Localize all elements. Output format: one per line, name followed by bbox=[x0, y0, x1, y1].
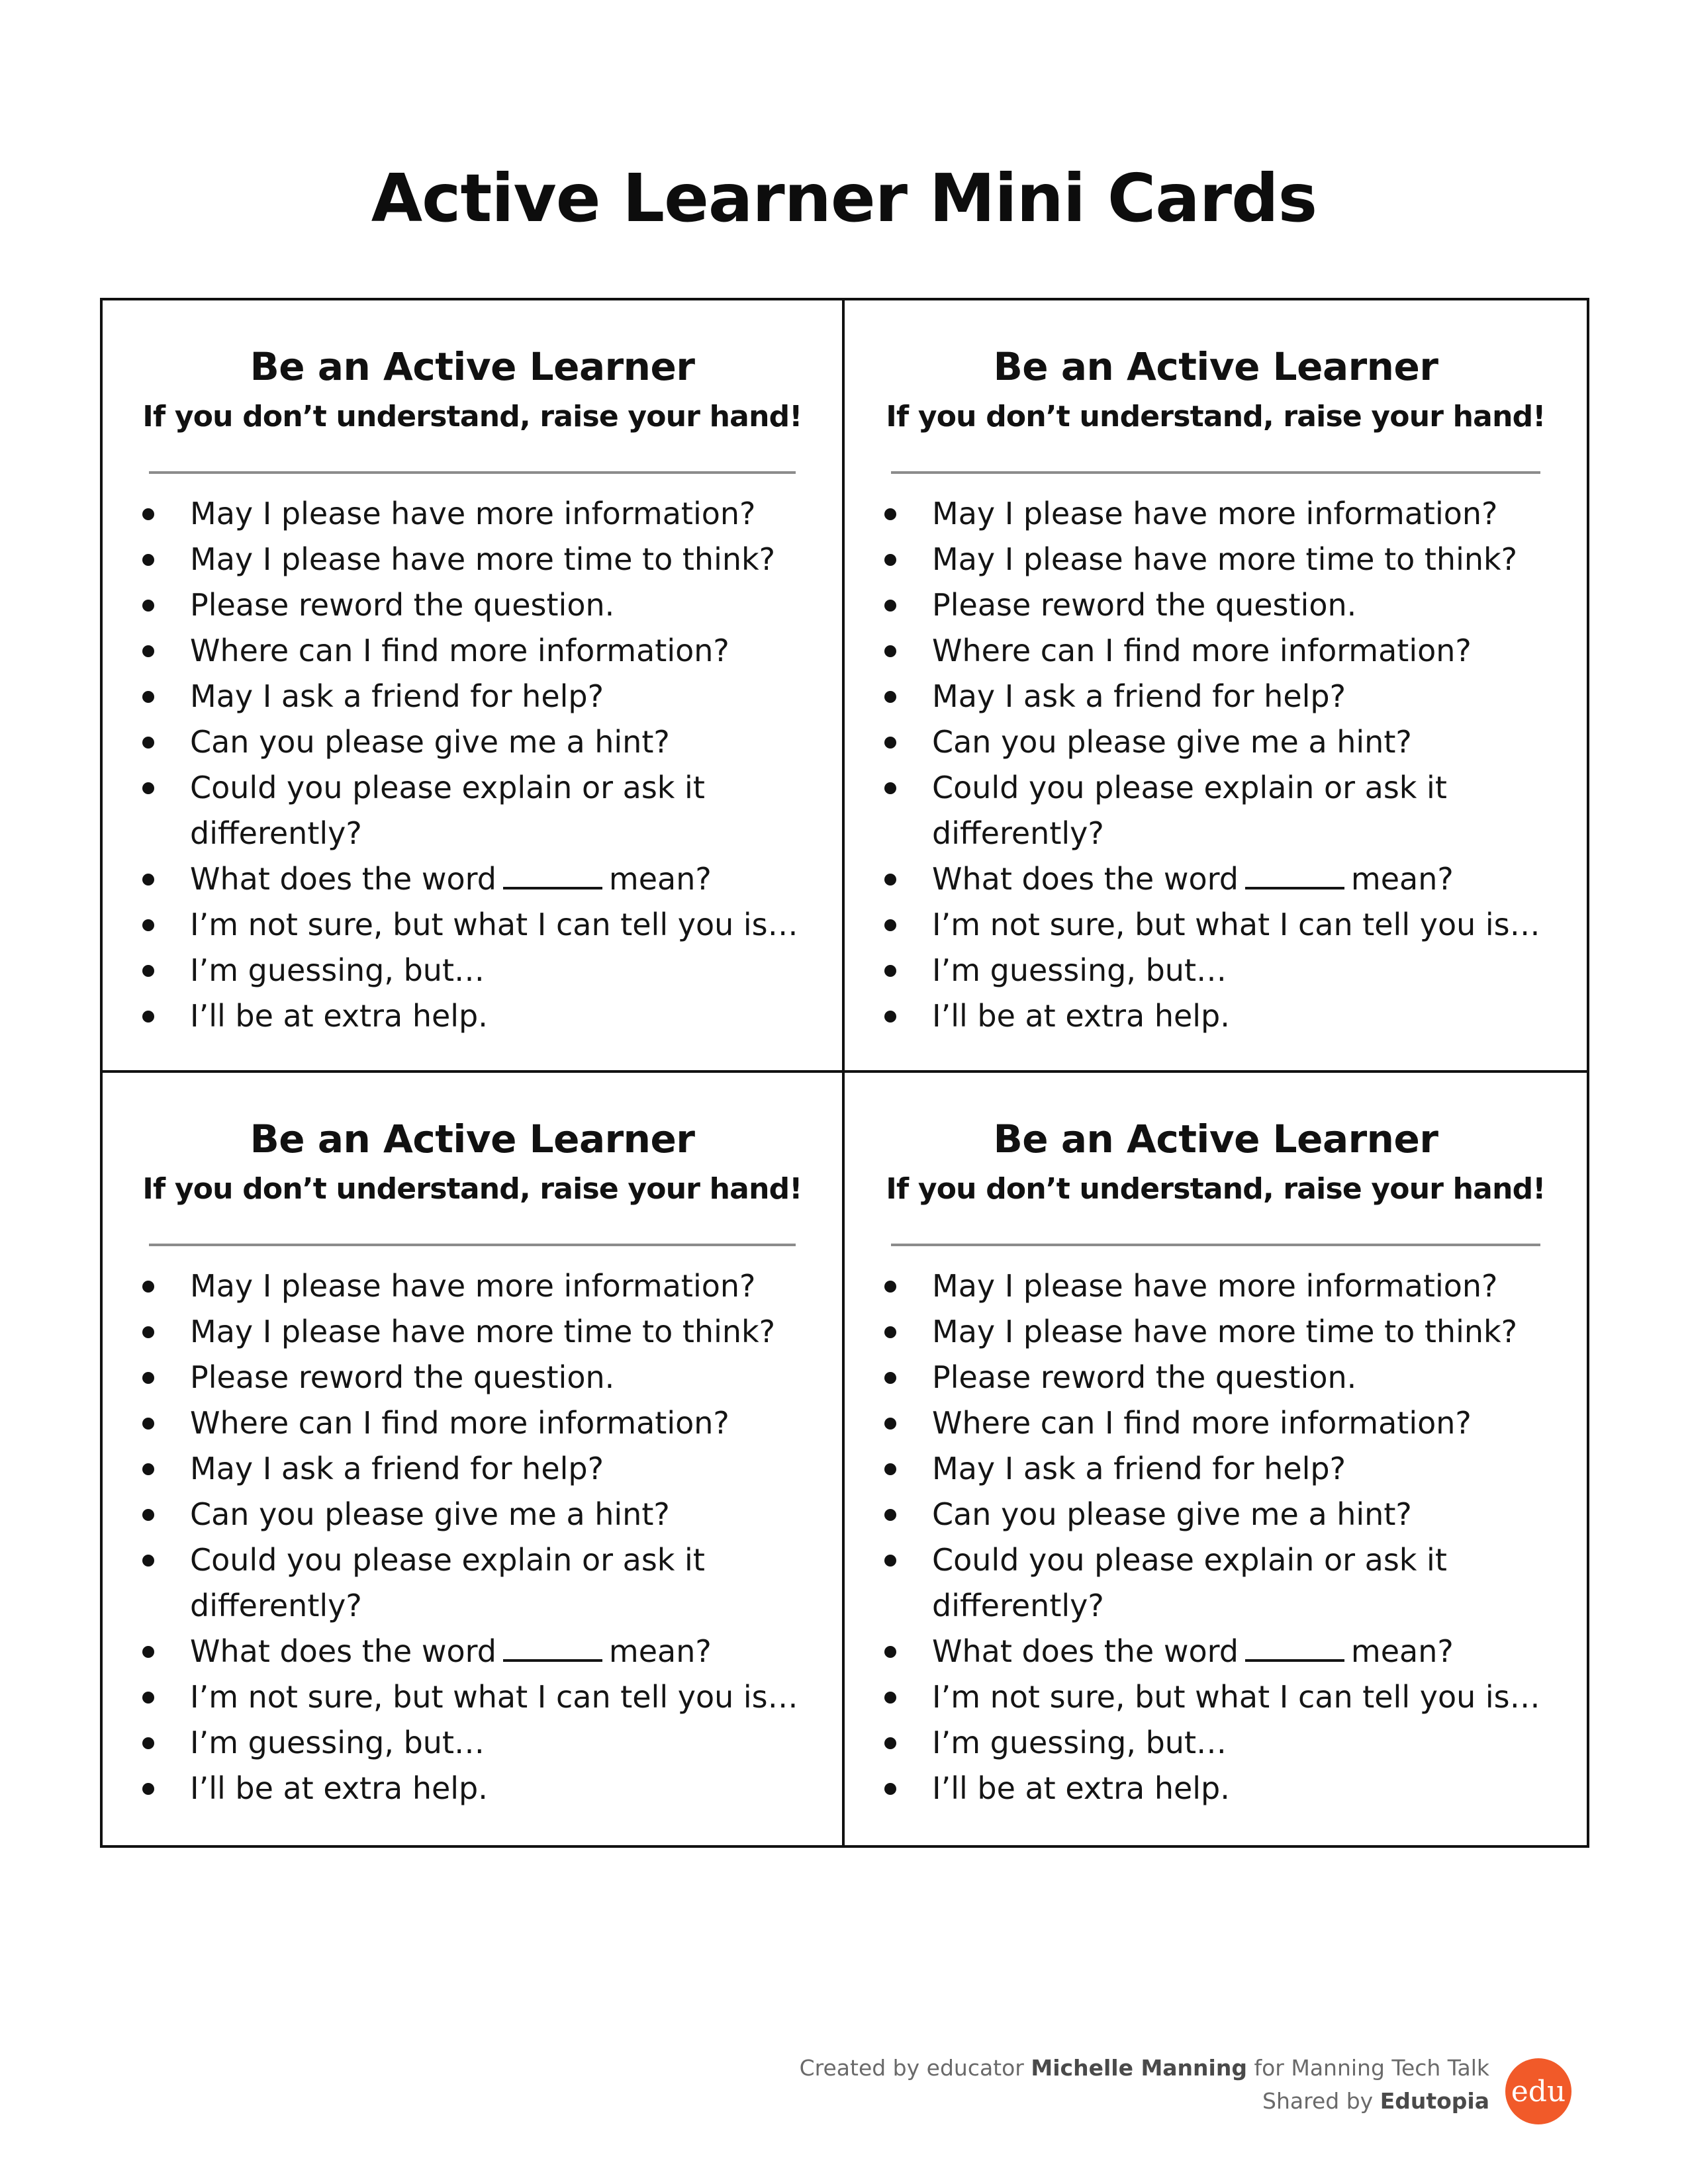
bullet-icon bbox=[884, 1011, 896, 1023]
card-divider bbox=[891, 471, 1540, 474]
fill-in-blank bbox=[1245, 860, 1344, 889]
list-item: What does the word mean? bbox=[103, 1629, 825, 1674]
footer-credits bbox=[800, 2052, 1489, 2118]
list-item: What does the word mean? bbox=[845, 856, 1567, 902]
list-item: I’m not sure, but what I can tell you is… bbox=[845, 902, 1567, 948]
bullet-icon bbox=[884, 1326, 896, 1338]
list-item: I’m not sure, but what I can tell you is… bbox=[103, 902, 825, 948]
bullet-icon bbox=[884, 919, 896, 931]
bullet-icon bbox=[142, 645, 154, 657]
list-item: I’m guessing, but… bbox=[845, 1720, 1567, 1766]
bullet-icon bbox=[142, 691, 154, 703]
list-item: I’ll be at extra help. bbox=[103, 993, 825, 1039]
bullet-icon bbox=[884, 508, 896, 520]
card-bottom-left bbox=[103, 1073, 845, 1845]
bullet-icon bbox=[884, 1509, 896, 1521]
bullet-icon bbox=[884, 1463, 896, 1475]
list-item: I’ll be at extra help. bbox=[845, 993, 1567, 1039]
bullet-icon bbox=[142, 1281, 154, 1293]
bullet-icon bbox=[884, 1692, 896, 1704]
list-item: I’m not sure, but what I can tell you is… bbox=[103, 1674, 825, 1720]
list-item: Could you please explain or ask it differently? bbox=[845, 1537, 1567, 1629]
list-item: May I please have more time to think? bbox=[103, 1309, 825, 1355]
bullet-icon bbox=[142, 782, 154, 794]
bullet-icon bbox=[142, 1326, 154, 1338]
list-item: Can you please give me a hint? bbox=[103, 1492, 825, 1537]
card-divider bbox=[149, 1244, 796, 1246]
bullet-icon bbox=[142, 1555, 154, 1567]
list-item: May I please have more time to think? bbox=[103, 537, 825, 582]
list-item: Can you please give me a hint? bbox=[845, 719, 1567, 765]
fill-in-blank bbox=[503, 860, 602, 889]
bullet-icon bbox=[884, 1646, 896, 1658]
list-item: Please reword the question. bbox=[845, 582, 1567, 628]
bullet-icon bbox=[142, 1418, 154, 1430]
bullet-icon bbox=[142, 1463, 154, 1475]
list-item: Where can I find more information? bbox=[103, 1400, 825, 1446]
bullet-icon bbox=[142, 874, 154, 886]
list-item: Where can I find more information? bbox=[845, 1400, 1567, 1446]
card-subtitle: If you don’t understand, raise your hand! bbox=[142, 400, 802, 433]
bullet-icon bbox=[884, 1783, 896, 1795]
list-item: May I please have more information? bbox=[845, 491, 1567, 537]
card-divider bbox=[149, 471, 796, 474]
bullet-icon bbox=[884, 645, 896, 657]
cards-grid bbox=[100, 298, 1589, 1848]
list-item: I’m guessing, but… bbox=[103, 1720, 825, 1766]
list-item: Please reword the question. bbox=[845, 1355, 1567, 1400]
bullet-icon bbox=[884, 874, 896, 886]
bullet-icon bbox=[884, 737, 896, 749]
list-item: May I please have more time to think? bbox=[845, 1309, 1567, 1355]
bullet-icon bbox=[142, 1737, 154, 1749]
card-title: Be an Active Learner bbox=[250, 1116, 695, 1161]
fill-in-blank bbox=[503, 1633, 602, 1662]
list-item: May I please have more information? bbox=[845, 1263, 1567, 1309]
list-item: Where can I find more information? bbox=[845, 628, 1567, 674]
list-item: What does the word mean? bbox=[845, 1629, 1567, 1674]
list-item: May I ask a friend for help? bbox=[103, 1446, 825, 1492]
bullet-icon bbox=[884, 554, 896, 566]
card-divider bbox=[891, 1244, 1540, 1246]
list-item: Please reword the question. bbox=[103, 582, 825, 628]
edutopia-logo-icon: edu bbox=[1505, 2058, 1571, 2124]
list-item: I’m guessing, but… bbox=[845, 948, 1567, 993]
card-top-right bbox=[845, 300, 1587, 1073]
card-subtitle: If you don’t understand, raise your hand! bbox=[142, 1172, 802, 1206]
list-item: May I please have more information? bbox=[103, 491, 825, 537]
footer-created-line: Created by educator Michelle Manning for Manning Tech Talk bbox=[799, 2055, 1489, 2081]
publisher-name: Edutopia bbox=[1380, 2088, 1489, 2114]
bullet-icon bbox=[142, 1011, 154, 1023]
author-name: Michelle Manning bbox=[1031, 2055, 1247, 2081]
bullet-icon bbox=[884, 965, 896, 977]
footer-shared-line: Shared by Edutopia bbox=[1262, 2088, 1489, 2114]
bullet-icon bbox=[142, 508, 154, 520]
card-title: Be an Active Learner bbox=[993, 1116, 1438, 1161]
bullet-icon bbox=[884, 1372, 896, 1384]
phrase-list bbox=[845, 1263, 1567, 1811]
list-item: I’m not sure, but what I can tell you is… bbox=[845, 1674, 1567, 1720]
bullet-icon bbox=[142, 1646, 154, 1658]
card-title: Be an Active Learner bbox=[250, 344, 695, 389]
list-item: May I ask a friend for help? bbox=[845, 674, 1567, 719]
list-item: I’m guessing, but… bbox=[103, 948, 825, 993]
bullet-icon bbox=[142, 965, 154, 977]
bullet-icon bbox=[884, 1737, 896, 1749]
list-item: I’ll be at extra help. bbox=[845, 1766, 1567, 1811]
list-item: Could you please explain or ask it differently? bbox=[845, 765, 1567, 856]
card-bottom-right bbox=[845, 1073, 1587, 1845]
list-item: May I ask a friend for help? bbox=[103, 674, 825, 719]
bullet-icon bbox=[142, 1692, 154, 1704]
phrase-list bbox=[103, 491, 825, 1039]
list-item: Could you please explain or ask it differently? bbox=[103, 1537, 825, 1629]
list-item: Can you please give me a hint? bbox=[845, 1492, 1567, 1537]
card-top-left bbox=[103, 300, 845, 1073]
card-subtitle: If you don’t understand, raise your hand! bbox=[886, 1172, 1546, 1206]
list-item: May I ask a friend for help? bbox=[845, 1446, 1567, 1492]
list-item: May I please have more information? bbox=[103, 1263, 825, 1309]
list-item: What does the word mean? bbox=[103, 856, 825, 902]
fill-in-blank bbox=[1245, 1633, 1344, 1662]
bullet-icon bbox=[142, 600, 154, 612]
phrase-list bbox=[845, 491, 1567, 1039]
page-title: Active Learner Mini Cards bbox=[371, 159, 1317, 237]
bullet-icon bbox=[884, 600, 896, 612]
bullet-icon bbox=[142, 554, 154, 566]
bullet-icon bbox=[884, 1418, 896, 1430]
bullet-icon bbox=[142, 1509, 154, 1521]
list-item: Could you please explain or ask it differently? bbox=[103, 765, 825, 856]
list-item: I’ll be at extra help. bbox=[103, 1766, 825, 1811]
bullet-icon bbox=[142, 1783, 154, 1795]
bullet-icon bbox=[142, 1372, 154, 1384]
list-item: Please reword the question. bbox=[103, 1355, 825, 1400]
list-item: Can you please give me a hint? bbox=[103, 719, 825, 765]
bullet-icon bbox=[884, 1555, 896, 1567]
bullet-icon bbox=[884, 691, 896, 703]
bullet-icon bbox=[884, 1281, 896, 1293]
bullet-icon bbox=[142, 919, 154, 931]
card-title: Be an Active Learner bbox=[993, 344, 1438, 389]
list-item: Where can I find more information? bbox=[103, 628, 825, 674]
bullet-icon bbox=[884, 782, 896, 794]
phrase-list bbox=[103, 1263, 825, 1811]
card-subtitle: If you don’t understand, raise your hand! bbox=[886, 400, 1546, 433]
bullet-icon bbox=[142, 737, 154, 749]
list-item: May I please have more time to think? bbox=[845, 537, 1567, 582]
